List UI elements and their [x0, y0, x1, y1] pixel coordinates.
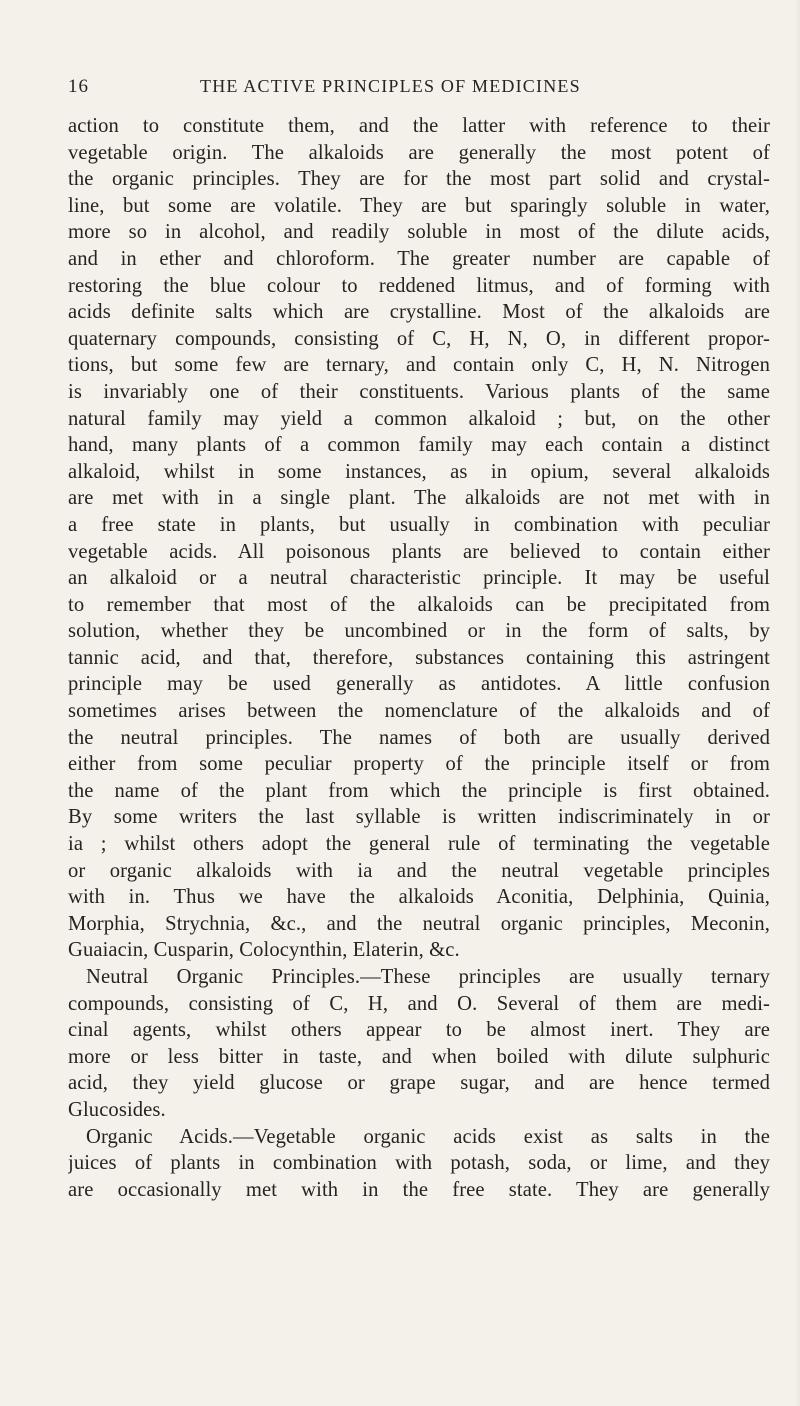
text-line: the organic principles. They are for the most part solid and crystal-: [68, 168, 770, 191]
text-line: ia ; whilst others adopt the general rule of terminating the vegetable: [68, 833, 770, 856]
text-line: juices of plants in combination with potash, soda, or lime, and they: [68, 1152, 770, 1175]
text-line: By some writers the last syllable is written indiscriminately in or: [68, 806, 770, 829]
text-line: the neutral principles. The names of both are usually derived: [68, 726, 770, 749]
text-line: either from some peculiar property of the principle itself or from: [68, 753, 770, 776]
text-line: action to constitute them, and the latter with reference to their: [68, 115, 770, 137]
text-line: more so in alcohol, and readily soluble in most of the dilute acids,: [68, 221, 770, 244]
text-line: a free state in plants, but usually in combination with peculiar: [68, 513, 770, 536]
text-line: to remember that most of the alkaloids can be precipitated from: [68, 593, 770, 616]
text-line: Morphia, Strychnia, &c., and the neutral organic principles, Meconin,: [68, 912, 770, 935]
text-line: natural family may yield a common alkaloid ; but, on the other: [68, 407, 770, 430]
page-header: [68, 76, 768, 104]
text-line: principle may be used generally as antidotes. A little confusion: [68, 673, 770, 696]
text-line: acids definite salts which are crystalline. Most of the alkaloids are: [68, 301, 770, 324]
text-line: is invariably one of their constituents. Various plants of the same: [68, 380, 770, 403]
running-head: THE ACTIVE PRINCIPLES OF MEDICINES: [200, 76, 581, 96]
text-line: Guaiacin, Cusparin, Colocynthin, Elaterin, &c.: [68, 939, 460, 962]
text-line: solution, whether they be uncombined or in the form of salts, by: [68, 620, 770, 643]
text-line: alkaloid, whilst in some instances, as in opium, several alkaloids: [68, 460, 770, 483]
text-line: vegetable acids. All poisonous plants are believed to contain either: [68, 540, 770, 563]
text-line: quaternary compounds, consisting of C, H, N, O, in different propor-: [68, 327, 770, 350]
text-line: hand, many plants of a common family may each contain a distinct: [68, 434, 770, 457]
text-line: restoring the blue colour to reddened litmus, and of forming with: [68, 274, 770, 297]
text-line: or organic alkaloids with ia and the neutral vegetable principles: [68, 859, 770, 882]
text-line: sometimes arises between the nomenclature of the alkaloids and of: [68, 700, 770, 723]
page-number: 16: [68, 76, 89, 97]
text-line: acid, they yield glucose or grape sugar, and are hence termed: [68, 1072, 770, 1095]
body-text: [68, 113, 770, 1203]
text-line: and in ether and chloroform. The greater number are capable of: [68, 247, 770, 270]
text-line: are occasionally met with in the free state. They are generally: [68, 1178, 770, 1201]
text-line: are met with in a single plant. The alkaloids are not met with in: [68, 487, 770, 510]
section-heading-line: Organic Acids.—Vegetable organic acids exist as salts in the: [86, 1125, 770, 1148]
text-line: line, but some are volatile. They are but sparingly soluble in water,: [68, 194, 770, 217]
text-line: more or less bitter in taste, and when boiled with dilute sulphuric: [68, 1045, 770, 1068]
text-line: compounds, consisting of C, H, and O. Several of them are medi-: [68, 992, 770, 1015]
text-line: Glucosides.: [68, 1098, 166, 1121]
page-edge-shadow: [794, 0, 800, 1406]
text-line: with in. Thus we have the alkaloids Aconitia, Delphinia, Quinia,: [68, 886, 770, 909]
text-line: cinal agents, whilst others appear to be almost inert. They are: [68, 1019, 770, 1042]
section-heading-line: Neutral Organic Principles.—These principles are usually ternary: [86, 966, 770, 988]
text-line: the name of the plant from which the principle is first obtained.: [68, 779, 770, 802]
text-line: tions, but some few are ternary, and contain only C, H, N. Nitrogen: [68, 354, 770, 377]
text-line: an alkaloid or a neutral characteristic principle. It may be useful: [68, 567, 770, 590]
text-line: tannic acid, and that, therefore, substances containing this astringent: [68, 646, 770, 669]
text-line: vegetable origin. The alkaloids are generally the most potent of: [68, 141, 770, 164]
